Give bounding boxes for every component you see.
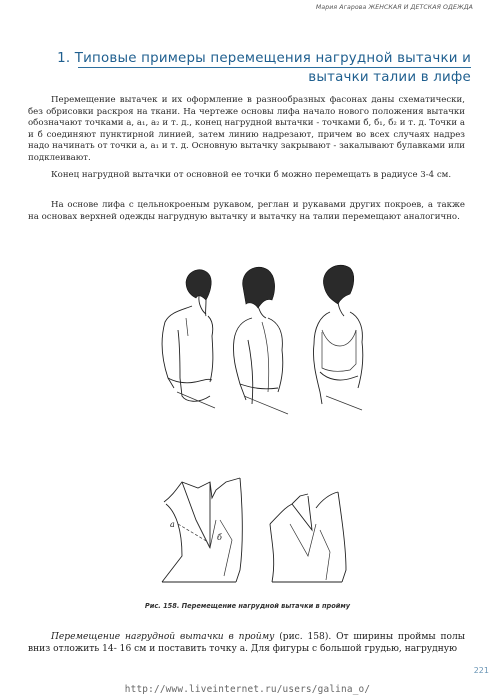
paragraph-rest: (рис. 158). От ширины проймы полы вниз отложить 14- 16 см и поставить точку а. Для фигуры с большой грудью, нагрудную bbox=[28, 632, 465, 654]
body-paragraph-2: Конец нагрудной вытачки от основной ее точки б можно перемещать в радиусе 3-4 см. bbox=[51, 170, 452, 180]
page-number: 221 bbox=[473, 666, 489, 675]
section-title-line-1: 1. Типовые примеры перемещения нагрудной вытачки и bbox=[57, 51, 471, 66]
fashion-figure-3 bbox=[313, 265, 362, 410]
fashion-figure-2 bbox=[233, 267, 288, 414]
body-paragraph-1: Перемещение вытачек и их оформление в разнообразных фасонах даны схематически, без обрисовки раскроя на ткани. На чертеже основы лифа начало нового положения вытачки обозначают точками а, а₁, а₂ и т. д., конец нагрудной вытачки - точками б, б₁, б₂ и т. д. Точки а и б соединяют пунктирной линией, затем линию надрезают, причем во всех случаях надрез надо начинать от точки а, а₁ и т. д. Основную вытачку закрывают - закалывают булавками или подклеивают. bbox=[28, 95, 465, 163]
paragraph-lead: Перемещение нагрудной вытачки в пройму bbox=[51, 632, 275, 642]
watermark-url: http://www.liveinternet.ru/users/galina_o/ bbox=[124, 684, 371, 695]
body-paragraph-3: На основе лифа с цельнокроеным рукавом, реглан и рукавами других покроев, а также на основах верхней одежды нагрудную вытачку и вытачку на талии перемещают аналогично. bbox=[28, 200, 465, 222]
fashion-figure-1 bbox=[162, 270, 215, 408]
body-paragraph-4 bbox=[28, 631, 465, 655]
figure-caption: Рис. 158. Перемещение нагрудной вытачки в пройму bbox=[144, 602, 351, 610]
section-title-line-2: вытачки талии в лифе bbox=[308, 70, 471, 85]
running-header: Мария Агарова ЖЕНСКАЯ И ДЕТСКАЯ ОДЕЖДА bbox=[315, 4, 473, 11]
pattern-draft-before bbox=[162, 478, 242, 582]
pattern-draft-after bbox=[270, 492, 346, 582]
point-label-a: а bbox=[170, 520, 175, 529]
point-label-b: б bbox=[217, 533, 222, 542]
